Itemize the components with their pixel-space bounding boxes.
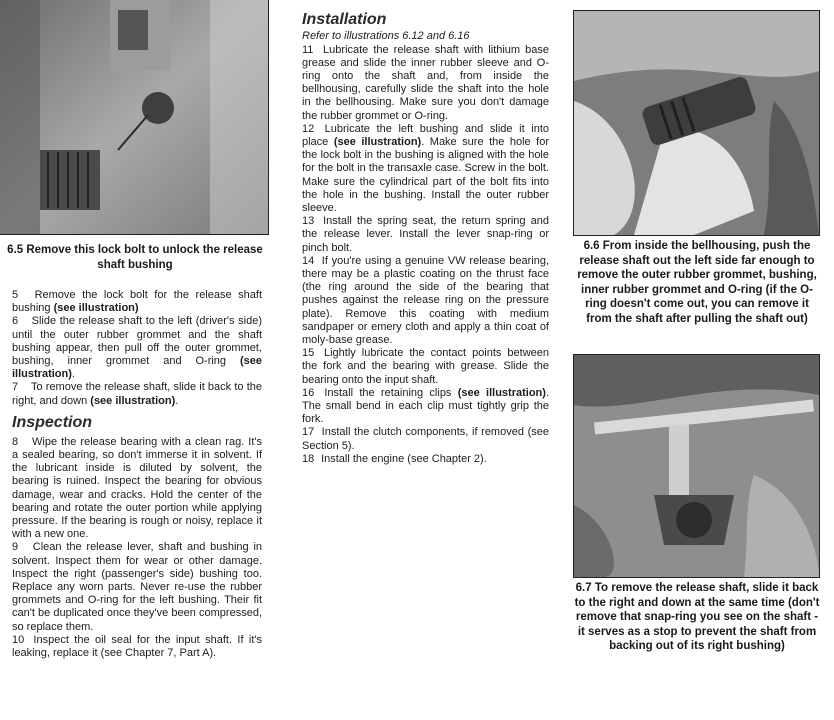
step-5 [12, 289, 262, 315]
step-number: 5 [12, 289, 19, 301]
step-12 [302, 123, 549, 215]
left-text-column [12, 289, 262, 660]
step-number: 14 [302, 254, 315, 267]
step-number: 9 [12, 541, 19, 554]
step-16 [302, 387, 549, 427]
step-number: 8 [12, 435, 19, 448]
step-11 [302, 44, 549, 123]
step-number: 10 [12, 633, 25, 646]
step-number: 15 [302, 347, 315, 360]
step-number: 12 [302, 122, 315, 135]
illustration-reference: (see illustration) [12, 355, 262, 381]
step-number: 7 [12, 381, 19, 394]
step-text-tail: . Make sure the hole for the lock bolt in the bushing is aligned with the hole for the bolt in the transaxle case. Screw in the bolt. Make sure the cylindrical part of the bolt fits into the hole in the bushing. Install the outer rubber sleeve. [302, 135, 549, 214]
step-text: Wipe the release bearing with a clean rag. It's a sealed bearing, so don't immerse it in solvent. If the lubricant inside is diluted by solvent, the bearing is ruined. Inspect the bearing for obvious damage, wear and cracks. Hold the center of the bearing and rotate the outer portion while applying pressure. If the bearing is rough or noisy, replace it with a new one. [12, 435, 262, 541]
photo-bellhousing-shaft [573, 10, 820, 236]
step-18 [302, 453, 549, 466]
step-text-tail: . The small bend in each clip must tightly grip the fork. [302, 386, 549, 426]
step-17 [302, 426, 549, 452]
step-text: Lubricate the left bushing and slide it into place [302, 122, 549, 148]
step-10 [12, 634, 262, 660]
step-number: 6 [12, 315, 19, 328]
figure-caption-6-7: 6.7 To remove the release shaft, slide it back to the right and down at the same time (don't remove that snap-ring you see on the shaft - it serves as a stop to prevent the shaft from backing out of its right bushing) [574, 582, 820, 652]
step-text: If you're using a genuine VW release bearing, there may be a plastic coating on the thrust face (the ring around the side of the bearing that pushes against the release ring on the pressure plate). Remove this coating with medium sandpaper or emery cloth and apply a thin coat of moly-base grease. [302, 254, 550, 346]
step-7 [12, 381, 262, 407]
illustrations-reference-line: Refer to illustrations 6.12 and 6.16 [302, 30, 470, 42]
step-6 [12, 315, 262, 381]
figure-caption-6-5: 6.5 Remove this lock bolt to unlock the release shaft bushing [7, 244, 263, 271]
step-text-tail: . [71, 368, 75, 381]
photo-lock-bolt [0, 0, 269, 235]
illustration-reference: (see illustration) [53, 302, 139, 315]
inspection-heading: Inspection [12, 413, 93, 431]
step-number: 16 [302, 386, 315, 399]
step-13 [302, 215, 549, 255]
step-number: 11 [302, 43, 314, 56]
step-15 [302, 347, 549, 387]
step-text: Slide the release shaft to the left (driver's side) until the outer rubber grommet and the shaft bushing appear, then pull off the outer grommet, bushing, inner grommet and O-ring [12, 315, 262, 368]
step-text: Inspect the oil seal for the input shaft. If it's leaking, replace it (see Chapter 7, Part A). [12, 633, 263, 660]
step-text: Install the clutch components, if removed (see Section 5). [302, 426, 549, 452]
step-text: To remove the release shaft, slide it back to the right, and down [12, 381, 262, 407]
illustration-reference: (see illustration) [333, 135, 422, 148]
figure-caption-6-6: 6.6 From inside the bellhousing, push the release shaft out the left side far enough to remove the outer rubber grommet, bushing, inner rubber grommet and O-ring (if the O-ring doesn't come out, you can remove it from the shaft after pulling the shaft out) [577, 240, 817, 325]
illustration-reference: (see illustration) [90, 394, 176, 407]
middle-text-column [302, 10, 549, 466]
step-number: 17 [302, 426, 315, 439]
step-8 [12, 436, 262, 542]
step-text: Lightly lubricate the contact points between the fork and the bearing with grease. Slide the bearing onto the input shaft. [302, 347, 550, 386]
installation-heading: Installation [302, 11, 387, 28]
step-number: 18 [302, 452, 315, 465]
step-text: Install the retaining clips [324, 386, 458, 399]
step-text: Remove the lock bolt for the release shaft bushing [12, 289, 263, 315]
step-text: Install the spring seat, the return spring and the release lever. Install the lever snap-ring or pinch bolt. [302, 215, 549, 254]
step-number: 13 [302, 215, 315, 228]
step-text: Clean the release lever, shaft and bushing in solvent. Inspect them for wear or other damage. Inspect the right (passenger's side) bushing too. Replace any worn parts. Never re-use the rubber grommets and O-ring for the left bushing. Their fit can't be duplicated once they've been compressed, so replace them. [12, 541, 262, 633]
illustration-reference: (see illustration) [457, 386, 546, 399]
step-text: Install the engine (see Chapter 2). [321, 452, 487, 465]
photo-release-shaft-removal [573, 354, 820, 578]
step-14 [302, 255, 549, 347]
step-9 [12, 541, 262, 633]
step-text-tail: . [175, 394, 179, 407]
step-text: Lubricate the release shaft with lithium base grease and slide the inner rubber sleeve and O-ring onto the shaft and, from inside the bellhousing, carefully slide the shaft into the hole in the bellhousing. Make sure you don't damage the rubber grommet or O-ring. [302, 43, 549, 122]
